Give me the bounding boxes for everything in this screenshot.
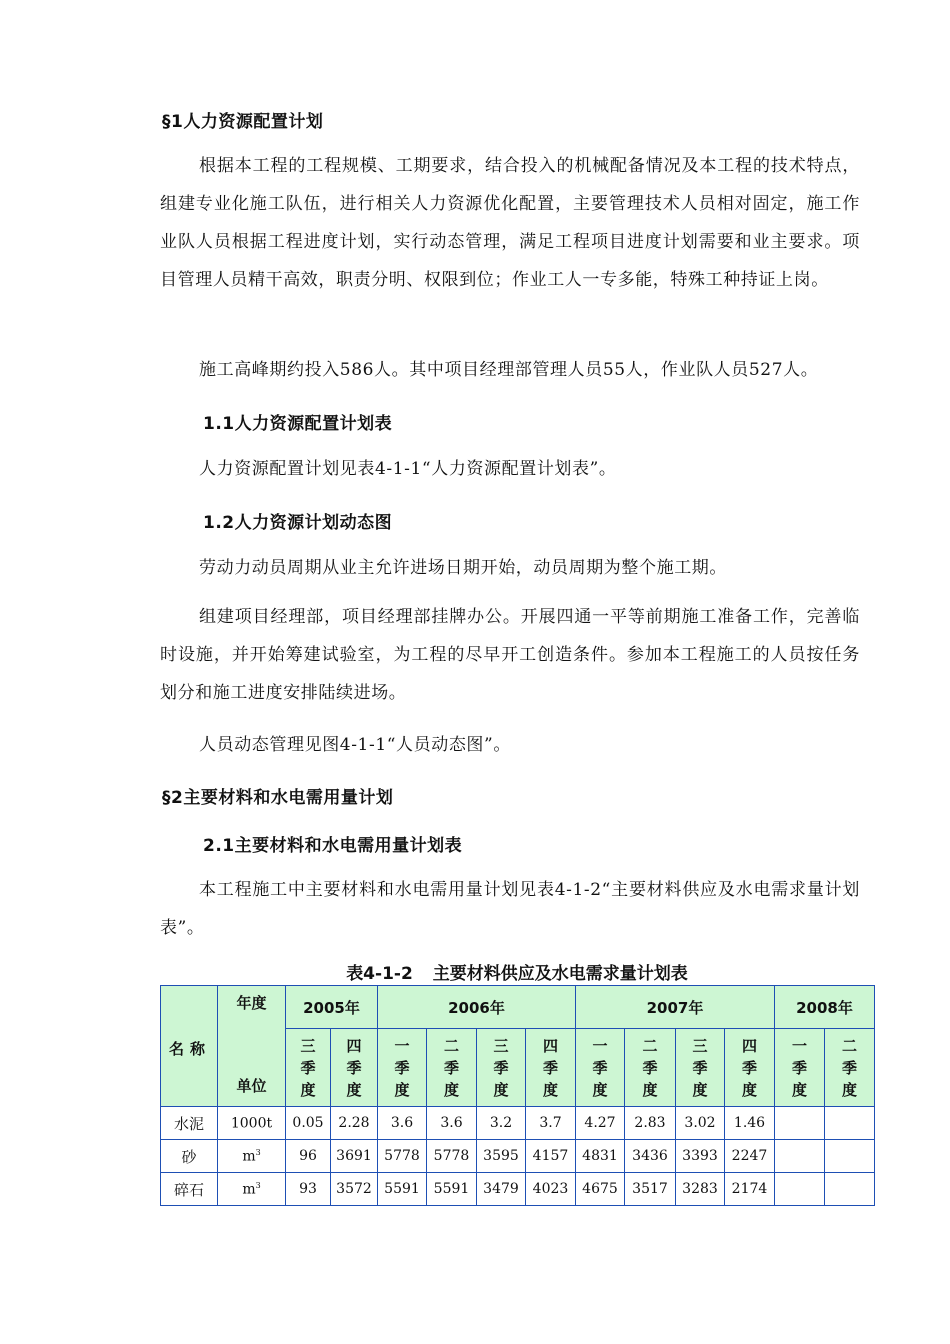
subsection-2-1-paragraph: 本工程施工中主要材料和水电需用量计划见表4-1-2“主要材料供应及水电需求量计划表”。	[160, 880, 860, 938]
table-cell: 3283	[676, 1173, 725, 1206]
table-cell: 5778	[427, 1140, 477, 1173]
table-cell: 2247	[725, 1140, 775, 1173]
table-cell: 3479	[477, 1173, 526, 1206]
header-quarter: 二 季 度	[825, 1029, 875, 1107]
table-cell: 2.83	[625, 1107, 676, 1140]
table-row	[161, 1107, 875, 1140]
header-year-2005: 2005年	[286, 986, 378, 1029]
table-cell: 4023	[526, 1173, 576, 1206]
table-cell: 3517	[625, 1173, 676, 1206]
subsection-1-2-heading: 1.2人力资源计划动态图	[203, 513, 393, 533]
table-cell: 2.28	[331, 1107, 378, 1140]
row-name: 碎石	[161, 1173, 218, 1206]
table-cell	[825, 1140, 875, 1173]
section-2-heading: §2主要材料和水电需用量计划	[162, 788, 394, 808]
row-name: 砂	[161, 1140, 218, 1173]
section-1-heading: §1人力资源配置计划	[162, 112, 324, 132]
header-year-2006: 2006年	[378, 986, 576, 1029]
header-name-cell	[161, 986, 218, 1107]
table-cell: 5591	[427, 1173, 477, 1206]
table-cell: 4675	[576, 1173, 625, 1206]
row-unit: $m^3$	[218, 1173, 286, 1206]
header-year-2008: 2008年	[775, 986, 875, 1029]
table-caption-title: 主要材料供应及水电需求量计划表	[432, 964, 688, 984]
table-cell: 3.7	[526, 1107, 576, 1140]
section-1-paragraph-2: 施工高峰期约投入586人。其中项目经理部管理人员55人，作业队人员527人。	[199, 360, 819, 380]
header-quarter: 三 季 度	[676, 1029, 725, 1107]
table-cell: 3691	[331, 1140, 378, 1173]
table-row	[161, 1173, 875, 1206]
table-cell: 96	[286, 1140, 331, 1173]
table-header-row-years	[161, 986, 875, 1029]
subsection-2-1-heading: 2.1主要材料和水电需用量计划表	[203, 836, 463, 856]
header-name-label: 名称	[169, 1040, 212, 1058]
table-row	[161, 1140, 875, 1173]
table-cell	[775, 1140, 825, 1173]
header-quarter: 四 季 度	[526, 1029, 576, 1107]
row-name: 水泥	[161, 1107, 218, 1140]
table-caption-number: 表4-1-2	[346, 964, 413, 984]
row-unit: 1000t	[218, 1107, 286, 1140]
table-cell: 3436	[625, 1140, 676, 1173]
header-quarter: 一 季 度	[775, 1029, 825, 1107]
table-cell	[825, 1107, 875, 1140]
table-cell: 3595	[477, 1140, 526, 1173]
table-cell: 5778	[378, 1140, 427, 1173]
table-cell: 4157	[526, 1140, 576, 1173]
subsection-1-1-heading: 1.1人力资源配置计划表	[203, 414, 393, 434]
header-quarter: 三 季 度	[286, 1029, 331, 1107]
header-quarter: 二 季 度	[625, 1029, 676, 1107]
table-cell: 3.2	[477, 1107, 526, 1140]
table-caption	[160, 959, 874, 984]
header-year-unit-cell	[218, 986, 286, 1107]
material-supply-table	[160, 985, 875, 1206]
table-cell	[775, 1173, 825, 1206]
subsection-1-2-paragraph-1: 劳动力动员周期从业主允许进场日期开始，动员周期为整个施工期。	[199, 558, 727, 578]
subsection-1-2-paragraph-2: 组建项目经理部，项目经理部挂牌办公。开展四通一平等前期施工准备工作，完善临时设施，并开始筹建试验室，为工程的尽早开工创造条件。参加本工程施工的人员按任务划分和施工进度安排陆续进场。	[160, 607, 860, 703]
table-cell: 2174	[725, 1173, 775, 1206]
header-quarter: 二 季 度	[427, 1029, 477, 1107]
table-cell: 4.27	[576, 1107, 625, 1140]
subsection-1-2-paragraph-3: 人员动态管理见图4-1-1“人员动态图”。	[199, 735, 511, 755]
table-cell: 0.05	[286, 1107, 331, 1140]
header-quarter: 一 季 度	[378, 1029, 427, 1107]
table-cell: 93	[286, 1173, 331, 1206]
header-unit-label: 单位	[236, 1077, 267, 1095]
table-cell: 5591	[378, 1173, 427, 1206]
table-cell: 3393	[676, 1140, 725, 1173]
header-quarter: 三 季 度	[477, 1029, 526, 1107]
table-cell	[825, 1173, 875, 1206]
header-quarter: 四 季 度	[331, 1029, 378, 1107]
table-cell: 3.02	[676, 1107, 725, 1140]
table-cell: 3.6	[378, 1107, 427, 1140]
table-cell: 3572	[331, 1173, 378, 1206]
header-year-label: 年度	[236, 994, 267, 1012]
row-unit: $m^3$	[218, 1140, 286, 1173]
header-year-2007: 2007年	[576, 986, 775, 1029]
header-quarter: 一 季 度	[576, 1029, 625, 1107]
table-cell: 3.6	[427, 1107, 477, 1140]
table-cell	[775, 1107, 825, 1140]
table-cell: 1.46	[725, 1107, 775, 1140]
header-quarter: 四 季 度	[725, 1029, 775, 1107]
subsection-1-1-paragraph: 人力资源配置计划见表4-1-1“人力资源配置计划表”。	[199, 459, 617, 479]
table-cell: 4831	[576, 1140, 625, 1173]
section-1-paragraph-1: 根据本工程的工程规模、工期要求，结合投入的机械配备情况及本工程的技术特点，组建专业化施工队伍，进行相关人力资源优化配置，主要管理技术人员相对固定，施工作业队人员根据工程进度计划，实行动态管理，满足工程项目进度计划需要和业主要求。项目管理人员精干高效，职责分明、权限到位；作业工人一专多能，特殊工种持证上岗。	[160, 156, 860, 290]
